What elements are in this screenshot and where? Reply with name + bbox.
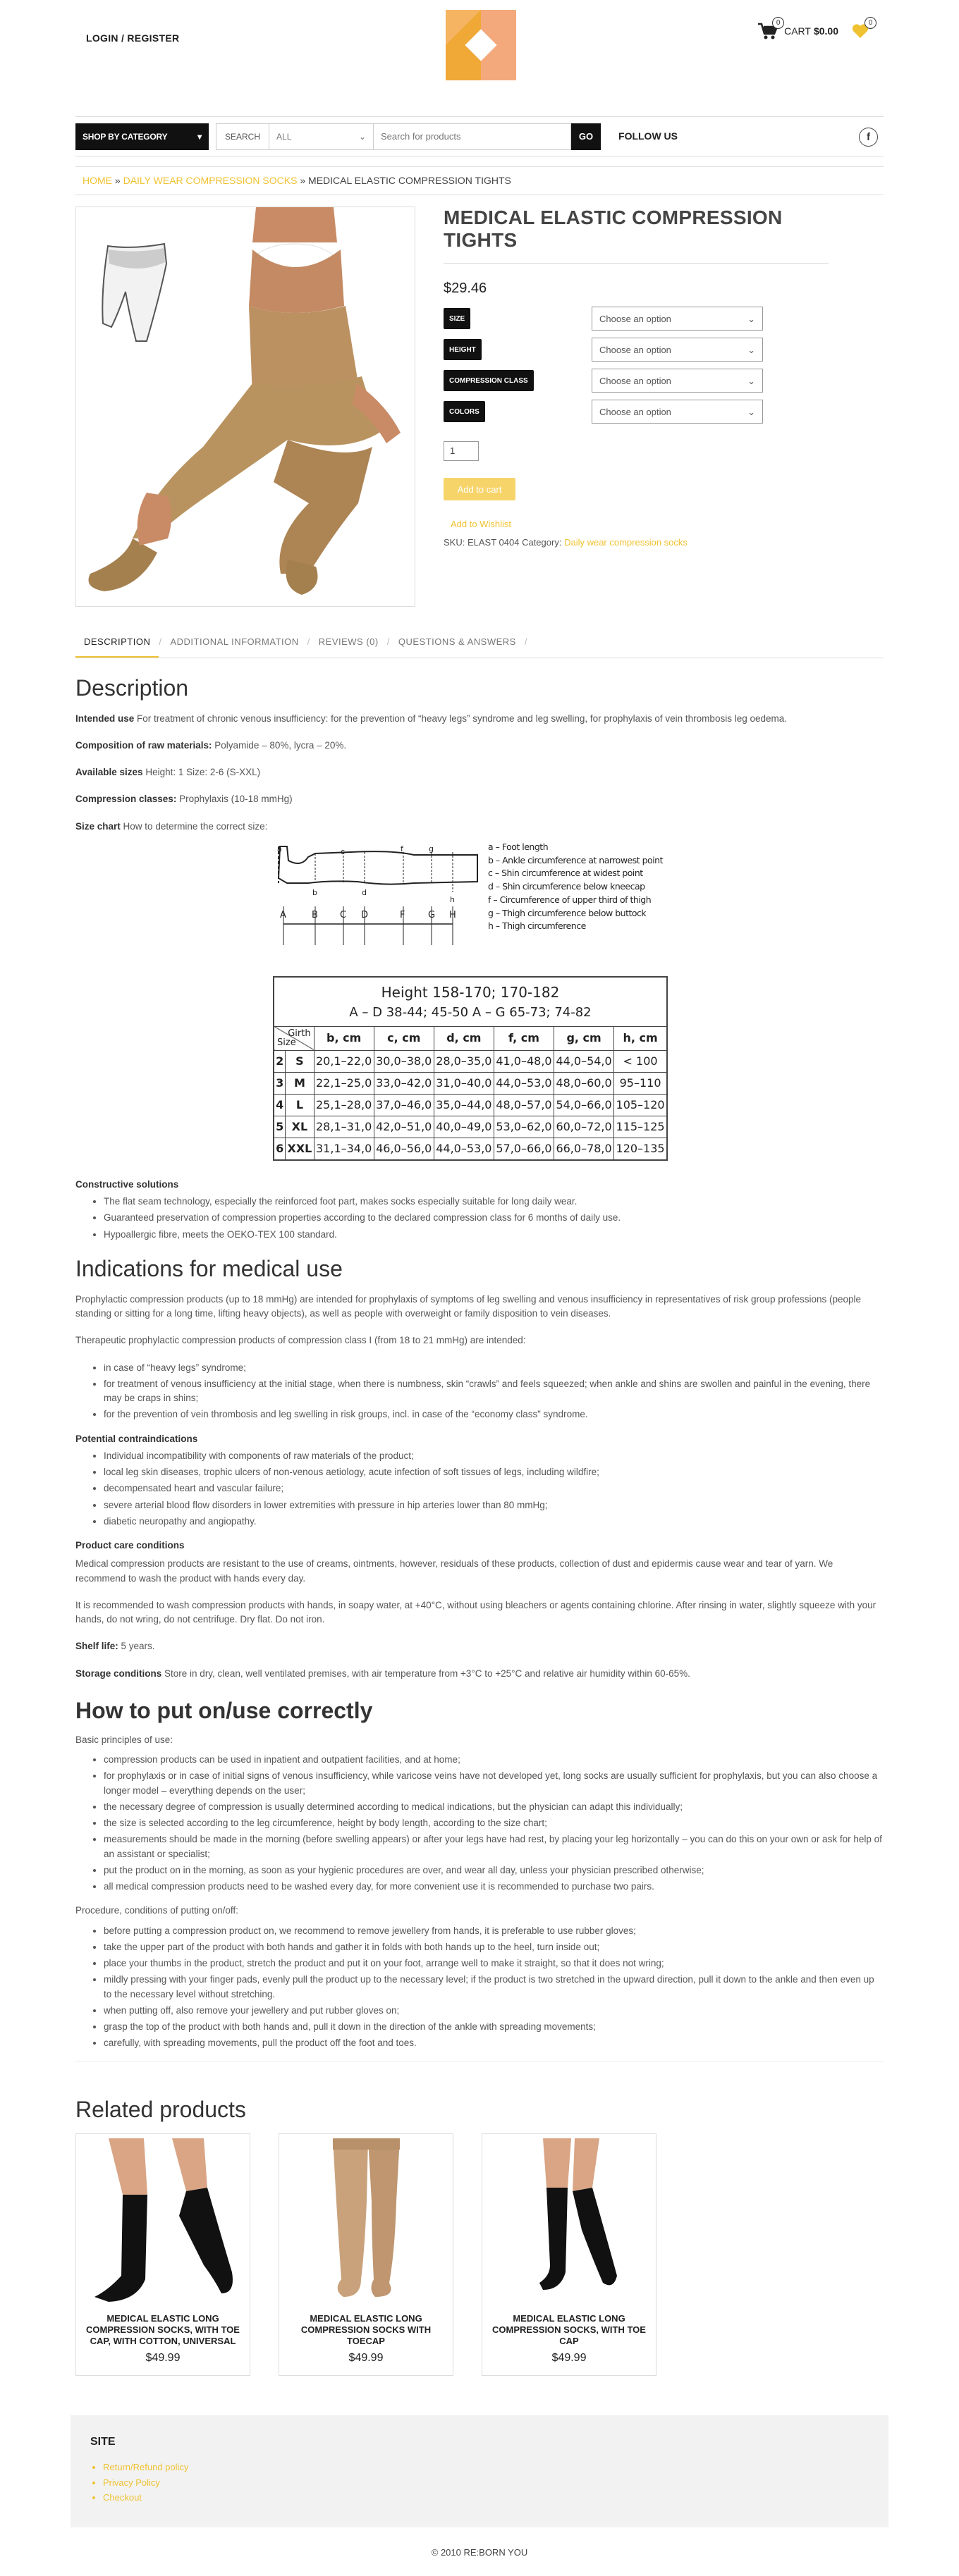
care-label-paragraph	[75, 1539, 884, 1553]
compression-class-select[interactable]	[592, 369, 763, 393]
size-letter-cell: S	[286, 1050, 314, 1072]
constructive-list	[104, 1195, 884, 1242]
tab-separator: /	[159, 636, 162, 647]
size-value-cell: 95–110	[614, 1072, 667, 1094]
size-table-header	[274, 1026, 667, 1050]
size-value-cell: 30,0–38,0	[374, 1050, 434, 1072]
footer-link-item	[103, 2491, 869, 2505]
girth-label: Girth	[288, 1028, 311, 1039]
size-value-cell: 41,0–48,0	[494, 1050, 554, 1072]
size-value-cell: 120–135	[614, 1138, 667, 1160]
site-logo[interactable]	[446, 10, 516, 80]
footer-link-item	[103, 2460, 869, 2475]
size-value-cell: 60,0–72,0	[554, 1116, 614, 1138]
related-product-price: $49.99	[145, 2352, 181, 2365]
storage-label: Storage conditions	[75, 1668, 162, 1679]
related-product-card[interactable]	[279, 2133, 453, 2377]
size-chart-text: How to determine the correct size:	[123, 820, 268, 832]
list-item: • local leg skin diseases, trophic ulcers of non-venous aetiology, acute infection of soft tissues of legs, including wildfire;	[104, 1465, 884, 1479]
figure-letter: A	[280, 909, 286, 920]
breadcrumb-separator: »	[114, 175, 121, 186]
size-select-value: Choose an option	[599, 313, 671, 324]
sku-label: SKU:	[444, 536, 465, 548]
materials-paragraph	[75, 739, 884, 753]
size-value-cell: 40,0–49,0	[434, 1116, 494, 1138]
materials-label: Composition of raw materials:	[75, 739, 212, 751]
figure-leg-letter: h	[450, 894, 455, 904]
figure-letter: G	[428, 909, 436, 920]
size-letter-cell: L	[286, 1094, 314, 1116]
tab-reviews[interactable]: REVIEWS (0)	[318, 636, 379, 647]
size-value-cell: 28,0–35,0	[434, 1050, 494, 1072]
list-item: • for the prevention of vein thrombosis and leg swelling in risk groups, incl. in case of the “economy class” syndrome.	[104, 1407, 884, 1422]
list-item: • compression products can be used in inpatient and outpatient facilities, and at home;	[104, 1753, 884, 1767]
size-letter-cell: M	[286, 1072, 314, 1094]
add-to-wishlist-link[interactable]: Add to Wishlist	[451, 519, 511, 530]
sizes-text: Height: 1 Size: 2-6 (S-XXL)	[145, 767, 261, 777]
size-value-cell: 54,0–66,0	[554, 1094, 614, 1116]
list-item: • put the product on in the morning, as soon as your hygienic procedures are over, and wear all day, unless your physician prescribed otherwise;	[104, 1863, 884, 1878]
figure-leg-letters	[273, 844, 484, 904]
breadcrumb-category[interactable]: DAILY WEAR COMPRESSION SOCKS	[123, 175, 298, 186]
sizes-paragraph	[75, 765, 884, 779]
add-to-cart-button[interactable]: Add to cart	[444, 478, 515, 500]
size-value-cell: 46,0–56,0	[374, 1138, 434, 1160]
option-label-height: HEIGHT	[444, 339, 482, 360]
materials-text: Polyamide – 80%, lycra – 20%.	[214, 739, 347, 751]
list-item: • Individual incompatibility with components of raw materials of the product;	[104, 1449, 884, 1463]
shelf-life-paragraph	[75, 1639, 884, 1653]
size-value-cell: 44,0–53,0	[494, 1072, 554, 1094]
size-value-cell: 28,1–31,0	[314, 1116, 374, 1138]
contra-label: Potential contraindications	[75, 1433, 198, 1444]
chevron-down-icon: ⌄	[747, 406, 755, 417]
related-product-price: $49.99	[551, 2352, 587, 2365]
option-row-colors	[444, 400, 829, 423]
search-label: SEARCH	[216, 123, 269, 150]
figure-legend	[488, 841, 663, 933]
category-select-value: ALL	[276, 131, 292, 142]
size-col-header: b, cm	[314, 1026, 374, 1050]
option-row-compression-class	[444, 369, 829, 392]
size-value-cell: 37,0–46,0	[374, 1094, 434, 1116]
product-info	[444, 207, 829, 607]
list-item: • mildly pressing with your finger pads, evenly pull the product up to the necessary level; if the product is two stretched in the upward direction, pull it down to the ankle and then even up to the necessary level without stretching.	[104, 1973, 884, 2002]
option-label-colors: COLORS	[444, 401, 485, 422]
chevron-down-icon: ⌄	[747, 313, 755, 324]
size-value-cell: 20,1–22,0	[314, 1050, 374, 1072]
list-item: • the size is selected according to the leg circumference, height by body length, according to the size chart;	[104, 1816, 884, 1830]
size-col-header: h, cm	[614, 1026, 667, 1050]
quantity-input[interactable]: 1	[444, 441, 479, 461]
size-value-cell: 25,1–28,0	[314, 1094, 374, 1116]
list-item: • Hypoallergic fibre, meets the OEKO-TEX 100 standard.	[104, 1228, 884, 1242]
site-footer	[71, 2415, 888, 2527]
colors-select[interactable]	[592, 400, 763, 424]
classes-text: Prophylaxis (10-18 mmHg)	[179, 794, 293, 805]
size-number-cell: 4	[274, 1094, 286, 1116]
figure-letter: H	[449, 909, 456, 920]
size-col-header: f, cm	[494, 1026, 554, 1050]
measurement-figure	[273, 839, 675, 965]
list-item: • Guaranteed preservation of compression properties according to the declared compression class for 6 months of daily use.	[104, 1211, 884, 1225]
black-socks-photo-2	[487, 2138, 652, 2306]
option-row-size	[444, 307, 829, 330]
related-product-title[interactable]: MEDICAL ELASTIC LONG COMPRESSION SOCKS, WITH TOE CAP	[492, 2312, 646, 2346]
login-register-link[interactable]: LOGIN / REGISTER	[86, 32, 180, 44]
size-number-cell: 3	[274, 1072, 286, 1094]
copyright: © 2010 RE:BORN YOU	[431, 2546, 528, 2558]
return-refund-link[interactable]: Return/Refund policy	[103, 2462, 189, 2473]
sizes-label: Available sizes	[75, 767, 143, 777]
tab-additional-information[interactable]: ADDITIONAL INFORMATION	[170, 636, 299, 647]
size-value-cell: 115–125	[614, 1116, 667, 1138]
intended-use-paragraph	[75, 712, 884, 726]
size-value-cell: 42,0–51,0	[374, 1116, 434, 1138]
size-value-cell: 57,0–66,0	[494, 1138, 554, 1160]
size-table-body	[274, 1050, 667, 1160]
figure-leg-letter: b	[312, 887, 317, 897]
tab-questions-answers[interactable]: QUESTIONS & ANSWERS	[398, 636, 516, 647]
size-chart-label: Size chart	[75, 820, 121, 832]
related-product-price: $49.99	[348, 2352, 384, 2365]
basic-principles-label: Basic principles of use:	[75, 1734, 173, 1745]
size-value-cell: 105–120	[614, 1094, 667, 1116]
size-number-cell: 2	[274, 1050, 286, 1072]
size-value-cell: 31,1–34,0	[314, 1138, 374, 1160]
privacy-policy-link[interactable]: Privacy Policy	[103, 2477, 160, 2488]
figure-leg-letter: c	[341, 846, 346, 856]
size-chart-paragraph	[75, 820, 884, 834]
product-title: MEDICAL ELASTIC COMPRESSION TIGHTS	[444, 207, 829, 264]
list-item: • the necessary degree of compression is usually determined according to medical indications, but the physician can adapt this individually;	[104, 1800, 884, 1814]
procedure-label: Procedure, conditions of putting on/off:	[75, 1905, 238, 1916]
table-row	[274, 1116, 667, 1138]
product-price: $29.46	[444, 281, 487, 297]
footer-links	[103, 2460, 869, 2505]
product-section	[75, 207, 884, 607]
contra-list	[104, 1449, 884, 1529]
list-item: • for prophylaxis or in case of initial signs of venous insufficiency, while varicose veins have not developed yet, long socks are usually sufficient for prophylaxis, but you can also choose a longer model – everything depends on the user;	[104, 1769, 884, 1798]
table-row	[274, 1050, 667, 1072]
related-product-image[interactable]	[487, 2138, 652, 2306]
legend-line: f – Circumference of upper third of thigh	[488, 894, 652, 905]
indications-list	[104, 1361, 884, 1422]
classes-label: Compression classes:	[75, 794, 177, 805]
size-value-cell: 44,0–53,0	[434, 1138, 494, 1160]
care-paragraph-1: Medical compression products are resistant to the use of creams, ointments, however, residuals of these products, collection of dust and epidermis cause wear and tear of yarn. We recommend to wash the product with hands every day.	[75, 1558, 833, 1584]
description-heading: Description	[75, 674, 189, 701]
breadcrumb-current: MEDICAL ELASTIC COMPRESSION TIGHTS	[308, 175, 511, 186]
category-select[interactable]	[269, 123, 374, 150]
breadcrumb-home[interactable]: HOME	[83, 175, 112, 186]
size-select[interactable]	[592, 307, 763, 331]
care-label: Product care conditions	[75, 1540, 185, 1551]
tab-separator: /	[524, 636, 527, 647]
footer-site-label: SITE	[90, 2436, 116, 2448]
tights-thumbnail	[102, 244, 166, 341]
list-item: • before putting a compression product on, we recommend to remove jewellery from hands, it is preferable to use rubber gloves;	[104, 1924, 884, 1938]
table-row	[274, 1072, 667, 1094]
table-row	[274, 1138, 667, 1160]
tab-description[interactable]: DESCRIPTION	[75, 628, 159, 658]
legend-line: c – Shin circumference at widest point	[488, 868, 643, 879]
basic-principles-list	[104, 1753, 884, 1894]
list-item: • place your thumbs in the product, stretch the product and put it on your foot, arrange well to make it straight, so that it does not wring;	[104, 1956, 884, 1971]
search-input[interactable]	[374, 123, 571, 150]
list-item: • all medical compression products need to be washed every day, for more convenient use it is recommended to purchase two pairs.	[104, 1880, 884, 1894]
follow-us-label: FOLLOW US	[618, 130, 678, 142]
tab-separator: /	[307, 636, 310, 647]
intended-use-text: For treatment of chronic venous insufficiency: for the prevention of “heavy legs” syndrome and leg swelling, for prophylaxis of vein thrombosis leg oedema.	[137, 713, 787, 724]
product-meta	[444, 536, 829, 550]
size-value-cell: < 100	[614, 1050, 667, 1072]
facebook-icon[interactable]: f	[859, 128, 878, 147]
size-value-cell: 35,0–44,0	[434, 1094, 494, 1116]
constructive-label: Constructive solutions	[75, 1178, 179, 1190]
search-go-button[interactable]: GO	[571, 123, 601, 150]
chevron-down-icon: ⌄	[747, 375, 755, 386]
colors-select-value: Choose an option	[599, 406, 671, 417]
figure-leg-letter: a	[277, 844, 282, 853]
how-to-heading: How to put on/use correctly	[75, 1697, 373, 1723]
indications-paragraph-1: Prophylactic compression products (up to 18 mmHg) are intended for prophylaxis of symptoms of leg swelling and venous insufficiency in representatives of risk group professions (people standing or sitting for a long time, lifting heavy objects), as well as people with overweight or family disposition to vein diseases.	[75, 1293, 862, 1319]
size-label: Size	[277, 1037, 296, 1049]
category-link[interactable]: Daily wear compression socks	[564, 536, 688, 548]
description-panel	[75, 671, 884, 2051]
checkout-link[interactable]: Checkout	[103, 2492, 142, 2503]
wishlist-count-badge: 0	[865, 17, 876, 29]
related-product-image[interactable]	[80, 2138, 245, 2306]
height-select[interactable]	[592, 338, 763, 362]
size-number-cell: 5	[274, 1116, 286, 1138]
figure-leg-letter: g	[429, 844, 434, 853]
black-socks-photo	[80, 2138, 245, 2306]
size-letter-cell: XXL	[286, 1138, 314, 1160]
product-photo-illustration	[76, 207, 415, 606]
indications-paragraph-2: Therapeutic prophylactic compression products of compression class I (from 18 to 21 mmHg) are intended:	[75, 1335, 526, 1346]
size-value-cell: 22,1–25,0	[314, 1072, 374, 1094]
legend-line: h – Thigh circumference	[488, 920, 586, 932]
tab-separator: /	[386, 636, 390, 647]
size-value-cell: 44,0–54,0	[554, 1050, 614, 1072]
related-product-title[interactable]: MEDICAL ELASTIC LONG COMPRESSION SOCKS WITH TOECAP	[300, 2312, 432, 2346]
figure-letter: D	[361, 909, 369, 920]
legend-line: g – Thigh circumference below buttock	[488, 907, 647, 918]
legend-line: d – Shin circumference below kneecap	[488, 881, 645, 892]
breadcrumb-separator: »	[300, 175, 306, 186]
shelf-life-text: 5 years.	[121, 1641, 155, 1652]
table-row	[274, 1094, 667, 1116]
related-grid	[75, 2133, 884, 2377]
wishlist-link-row	[444, 517, 829, 531]
chevron-down-icon: ⌄	[747, 344, 755, 355]
compression-class-select-value: Choose an option	[599, 375, 671, 386]
indications-heading: Indications for medical use	[75, 1255, 343, 1281]
cart-total: $0.00	[813, 25, 838, 37]
footer-link-item	[103, 2476, 869, 2490]
size-value-cell: 31,0–40,0	[434, 1072, 494, 1094]
constructive-label-paragraph	[75, 1178, 884, 1192]
shop-by-category-label: SHOP BY CATEGORY	[83, 131, 168, 142]
size-col-header: c, cm	[374, 1026, 434, 1050]
size-col-header: d, cm	[434, 1026, 494, 1050]
list-item: • severe arterial blood flow disorders in lower extremities with pressure in hip arteries lower than 80 mmHg;	[104, 1498, 884, 1512]
product-options	[444, 307, 829, 423]
cart-count-badge: 0	[772, 17, 784, 29]
figure-letters	[273, 908, 484, 923]
intended-use-label: Intended use	[75, 713, 135, 724]
shop-by-category-button[interactable]	[75, 123, 209, 150]
option-label-size: SIZE	[444, 308, 470, 329]
size-value-cell: 33,0–42,0	[374, 1072, 434, 1094]
related-products	[75, 2061, 884, 2377]
size-table-title-line1: Height 158-170; 170-182	[381, 983, 560, 1001]
related-product-card[interactable]	[75, 2133, 250, 2377]
category-label: Category:	[522, 536, 562, 548]
related-heading: Related products	[75, 2096, 246, 2122]
cart-icon[interactable]	[757, 19, 781, 41]
list-item: • grasp the top of the product with both hands and, pull it down in the direction of the ankle with spreading movements;	[104, 2020, 884, 2034]
list-item: • take the upper part of the product with both hands and gather it in folds with both hands up to the heel, turn inside out;	[104, 1940, 884, 1954]
figure-leg-letter: f	[401, 844, 403, 853]
figure-letter: F	[400, 909, 405, 920]
related-product-card[interactable]	[482, 2133, 656, 2377]
wishlist-heart-icon[interactable]	[851, 19, 873, 39]
list-item: • for treatment of venous insufficiency at the initial stage, when there is numbness, skin “crawls” and feels squeezed; when ankle and shins are swollen and painful in the evening, there may be craps in shins;	[104, 1377, 884, 1406]
size-table	[273, 976, 668, 1161]
list-item: • decompensated heart and vascular failure;	[104, 1481, 884, 1496]
size-letter-cell: XL	[286, 1116, 314, 1138]
storage-paragraph	[75, 1667, 884, 1681]
size-table-title-line2: A – D 38-44; 45-50 A – G 65-73; 74-82	[349, 1004, 592, 1020]
chevron-down-icon: ▾	[197, 131, 202, 142]
chevron-down-icon: ⌄	[358, 131, 367, 142]
list-item: • when putting off, also remove your jewellery and put rubber gloves on;	[104, 2004, 884, 2018]
cart-label[interactable]: CART	[784, 25, 811, 37]
option-label-compression-class: COMPRESSION CLASS	[444, 370, 534, 391]
shelf-life-label: Shelf life:	[75, 1641, 118, 1652]
site-header	[75, 0, 884, 88]
legend-line: a – Foot length	[488, 841, 549, 852]
contra-label-paragraph	[75, 1432, 884, 1446]
list-item: • measurements should be made in the morning (before swelling appears) or after your legs have had rest, by placing your leg horizontally – you can do this on your own or ask for help of an assistant or specialist;	[104, 1832, 884, 1861]
list-item: • diabetic neuropathy and angiopathy.	[104, 1515, 884, 1529]
beige-socks-photo	[283, 2138, 448, 2306]
list-item: • carefully, with spreading movements, pull the product off the foot and toes.	[104, 2036, 884, 2050]
related-product-title[interactable]: MEDICAL ELASTIC LONG COMPRESSION SOCKS, WITH TOE CAP, WITH COTTON, UNIVERSAL	[86, 2312, 240, 2346]
sku-value: ELAST 0404	[467, 536, 520, 548]
height-select-value: Choose an option	[599, 344, 671, 355]
list-item: • in case of “heavy legs” syndrome;	[104, 1361, 884, 1375]
storage-text: Store in dry, clean, well ventilated premises, with air temperature from +3°C to +25°C and relative air humidity within 60-65%.	[164, 1668, 690, 1679]
breadcrumb	[75, 166, 884, 195]
size-value-cell: 53,0–62,0	[494, 1116, 554, 1138]
size-col-header: g, cm	[554, 1026, 614, 1050]
classes-paragraph	[75, 792, 884, 806]
legend-line: b – Ankle circumference at narrowest point	[488, 854, 663, 865]
nav-bar	[75, 117, 884, 156]
procedure-list	[104, 1924, 884, 2051]
size-value-cell: 48,0–57,0	[494, 1094, 554, 1116]
size-number-cell: 6	[274, 1138, 286, 1160]
related-product-image[interactable]	[283, 2138, 448, 2306]
care-paragraph-2: It is recommended to wash compression products with hands, in soapy water, at +40°C, without using bleachers or agents containing chlorine. After rinsing in water, slightly squeeze with your hands, do not wring, do not centrifuge. Dry flat. Do not iron.	[75, 1599, 876, 1625]
figure-leg-letter: d	[362, 887, 367, 897]
list-item: • The flat seam technology, especially the reinforced foot part, makes socks especially suitable for long daily wear.	[104, 1195, 884, 1209]
product-tabs	[75, 628, 884, 658]
product-image[interactable]	[75, 207, 415, 607]
cart-area	[757, 19, 873, 41]
size-value-cell: 66,0–78,0	[554, 1138, 614, 1160]
option-row-height	[444, 338, 829, 361]
figure-letter: B	[312, 909, 318, 920]
figure-letter: C	[340, 909, 347, 920]
size-value-cell: 48,0–60,0	[554, 1072, 614, 1094]
size-table-title	[274, 977, 667, 1027]
